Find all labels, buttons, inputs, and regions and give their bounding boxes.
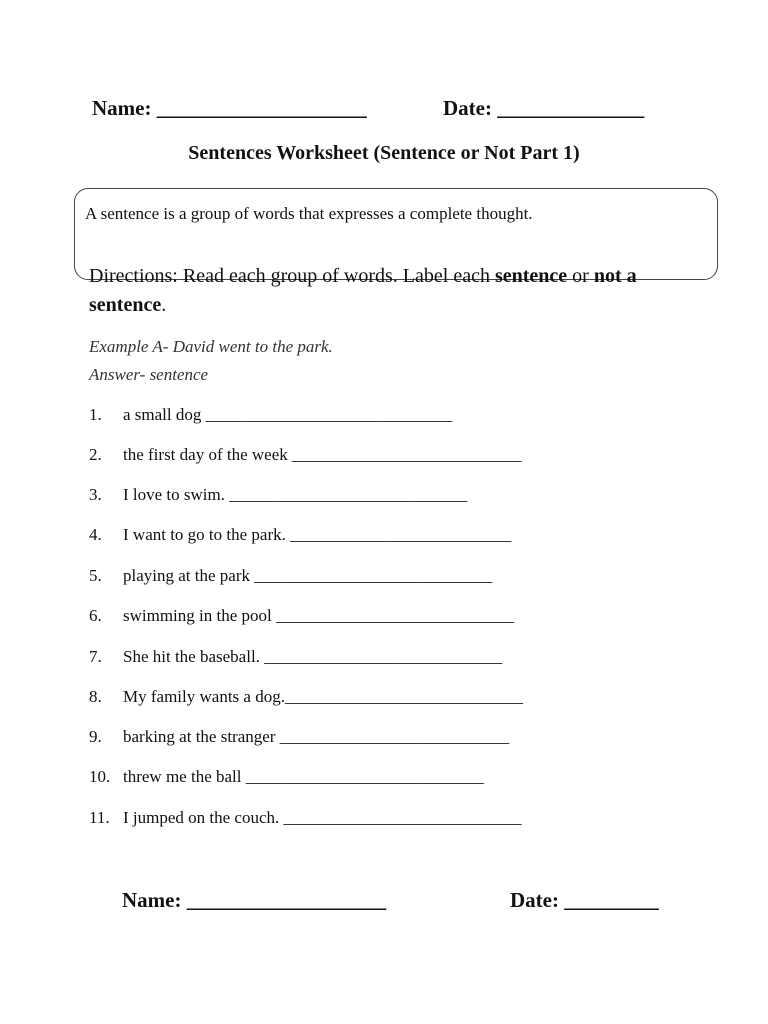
item-number: 4.	[89, 525, 102, 544]
example-answer: Answer- sentence	[89, 365, 209, 384]
item-number: 5.	[89, 566, 102, 585]
footer-date-field: Date: _________	[510, 888, 659, 912]
list-item	[89, 405, 452, 425]
item-text: barking at the stranger ___________________________	[123, 727, 510, 746]
item-text: She hit the baseball. ____________________________	[123, 647, 503, 666]
item-number: 3.	[89, 485, 102, 504]
list-item	[89, 647, 502, 667]
example-line: Example A- David went to the park.	[89, 337, 333, 356]
item-text: threw me the ball ____________________________	[123, 767, 484, 786]
header-date-field: Date: ______________	[443, 96, 645, 120]
list-item	[89, 485, 467, 505]
item-text: the first day of the week ___________________________	[123, 445, 522, 464]
item-text: playing at the park ____________________________	[123, 566, 493, 585]
list-item	[89, 808, 522, 828]
list-item	[89, 687, 523, 707]
directions-end: .	[161, 294, 167, 316]
item-number: 2.	[89, 445, 102, 464]
item-text: I love to swim. ____________________________	[123, 485, 468, 504]
list-item	[89, 566, 492, 586]
item-text: I want to go to the park. __________________________	[123, 525, 512, 544]
item-number: 6.	[89, 606, 102, 625]
item-text: swimming in the pool ____________________________	[123, 606, 514, 625]
item-text: a small dog _____________________________	[123, 405, 453, 424]
directions-lead: Directions: Read each group of words. Label each	[89, 265, 495, 287]
list-item	[89, 525, 511, 545]
item-number: 9.	[89, 727, 102, 746]
directions-bold-sentence: sentence	[494, 265, 568, 287]
footer-name-field: Name: ___________________	[122, 888, 387, 912]
worksheet-title: Sentences Worksheet (Sentence or Not Part 1)	[188, 142, 580, 164]
item-text: My family wants a dog.____________________________	[123, 687, 523, 706]
list-item	[89, 606, 514, 626]
directions-mid: or	[567, 265, 594, 287]
list-item	[89, 445, 522, 465]
item-number: 7.	[89, 647, 102, 666]
item-number: 8.	[89, 687, 102, 706]
item-text: I jumped on the couch. ____________________________	[123, 808, 522, 827]
header-name-field: Name: ____________________	[92, 96, 367, 120]
item-number: 10.	[89, 767, 111, 786]
item-number: 11.	[89, 808, 110, 827]
directions-bold-not-sentence: not a sentence	[89, 265, 637, 316]
list-item	[89, 727, 509, 747]
item-number: 1.	[89, 405, 102, 424]
list-item	[89, 767, 484, 787]
directions	[89, 262, 709, 320]
definition-text: A sentence is a group of words that expresses a complete thought.	[85, 204, 533, 223]
